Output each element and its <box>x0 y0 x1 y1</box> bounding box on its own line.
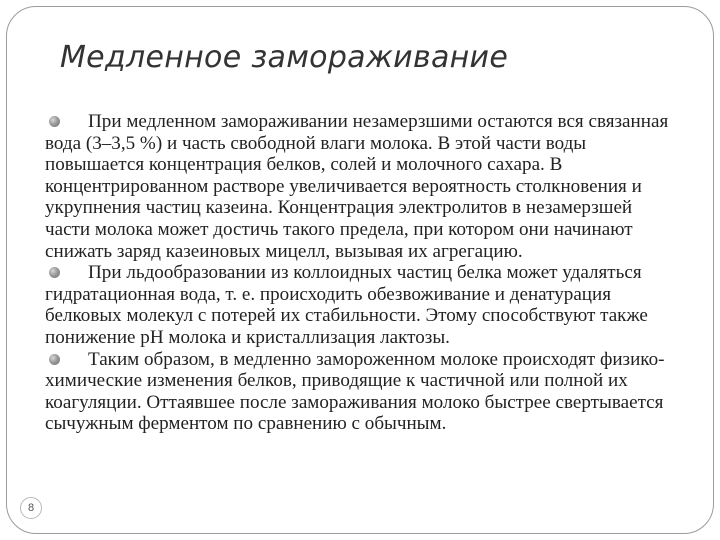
slide-title: Медленное замораживание <box>60 40 509 75</box>
paragraph-text: Таким образом, в медленно замороженном молоке происходят физико-химические изменения белков, приводящие к частичной или полной их коагуляции. Оттаявшее после замораживания молоко быстрее свертывается сычужным ферментом по сравнению с обычным. <box>45 348 665 435</box>
bullet-dot-icon <box>49 116 60 127</box>
bullet-paragraph <box>45 262 681 348</box>
bullet-dot-icon <box>49 267 60 278</box>
bullet-paragraph <box>45 349 681 435</box>
slide-body <box>45 111 681 435</box>
paragraph-text: При медленном замораживании незамерзшими остаются вся связанная вода (3–3,5 %) и часть свободной влаги молока. В этой части воды повышается концентрация белков, солей и молочного сахара. В концентрированном растворе увеличивается вероятность столкновения и укрупнения частиц казеина. Концентрация электролитов в незамерзшей части молока может достичь такого предела, при котором они начинают снижать заряд казеиновых мицелл, вызывая их агрегацию. <box>45 111 669 262</box>
bullet-dot-icon <box>49 354 60 365</box>
bullet-paragraph <box>45 111 681 262</box>
paragraph-text: При льдообразовании из коллоидных частиц белка может удаляться гидратационная вода, т. е. происходить обезвоживание и денатурация белковых молекул с потерей их стабильности. Этому способствуют также понижение рН молока и кристаллизация лактозы. <box>45 262 648 348</box>
slide-number-badge: 8 <box>20 497 42 519</box>
